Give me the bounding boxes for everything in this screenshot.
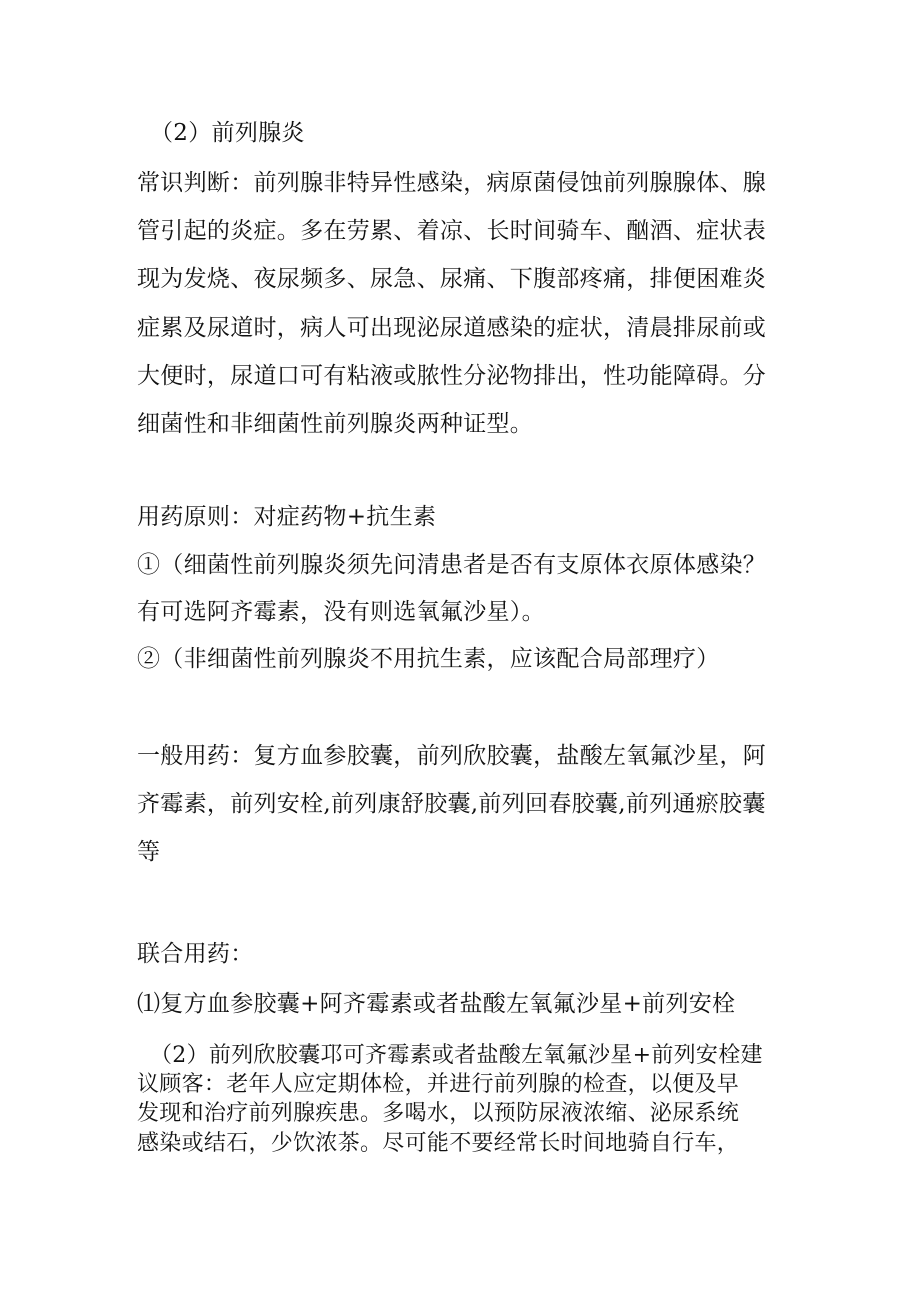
principle-item: ①（细菌性前列腺炎须先问清患者是否有支原体衣原体感染？ bbox=[137, 552, 767, 578]
general-drugs-line: 齐霉素，前列安栓,前列康舒胶囊,前列回春胶囊,前列通瘀胶囊 bbox=[137, 791, 766, 817]
combined-item: ⑴复方血参胶囊+阿齐霉素或者盐酸左氧氟沙星+前列安栓 bbox=[137, 991, 736, 1017]
common-sense-line: 现为发烧、夜尿频多、尿急、尿痛、下腹部疼痛，排便困难炎 bbox=[137, 266, 767, 292]
combined-title: 联合用药： bbox=[137, 941, 254, 967]
combined-item-2-line: （2）前列欣胶囊邛可齐霉素或者盐酸左氧氟沙星+前列安栓建 bbox=[150, 1043, 763, 1068]
common-sense-line: 常识判断：前列腺非特异性感染，病原菌侵蚀前列腺腺体、腺 bbox=[137, 170, 767, 196]
combined-item-2-line: 议顾客：老年人应定期体检，并进行前列腺的检查，以便及早 bbox=[137, 1072, 740, 1097]
principle-item: 有可选阿齐霉素，没有则选氧氟沙星）。 bbox=[137, 599, 545, 625]
common-sense-line: 大便时，尿道口可有粘液或脓性分泌物排出，性功能障碍。分 bbox=[137, 363, 767, 389]
general-drugs-line: 等 bbox=[137, 839, 161, 865]
common-sense-line: 管引起的炎症。多在劳累、着凉、长时间骑车、酗酒、症状表 bbox=[137, 218, 767, 244]
principle-title: 用药原则：对症药物+抗生素 bbox=[137, 504, 437, 530]
section-heading: （2）前列腺炎 bbox=[150, 120, 305, 146]
common-sense-line: 细菌性和非细菌性前列腺炎两种证型。 bbox=[137, 411, 534, 437]
combined-item-2-line: 感染或结石，少饮浓茶。尽可能不要经常长时间地骑自行车， bbox=[137, 1131, 740, 1156]
common-sense-line: 症累及尿道时，病人可出现泌尿道感染的症状，清晨排尿前或 bbox=[137, 315, 767, 341]
combined-item-2-line: 发现和治疗前列腺疾患。多喝水，以预防尿液浓缩、泌尿系统 bbox=[137, 1101, 740, 1126]
general-drugs-line: 一般用药：复方血参胶囊，前列欣胶囊，盐酸左氧氟沙星，阿 bbox=[137, 743, 767, 769]
principle-item: ②（非细菌性前列腺炎不用抗生素，应该配合局部理疗） bbox=[137, 646, 720, 672]
